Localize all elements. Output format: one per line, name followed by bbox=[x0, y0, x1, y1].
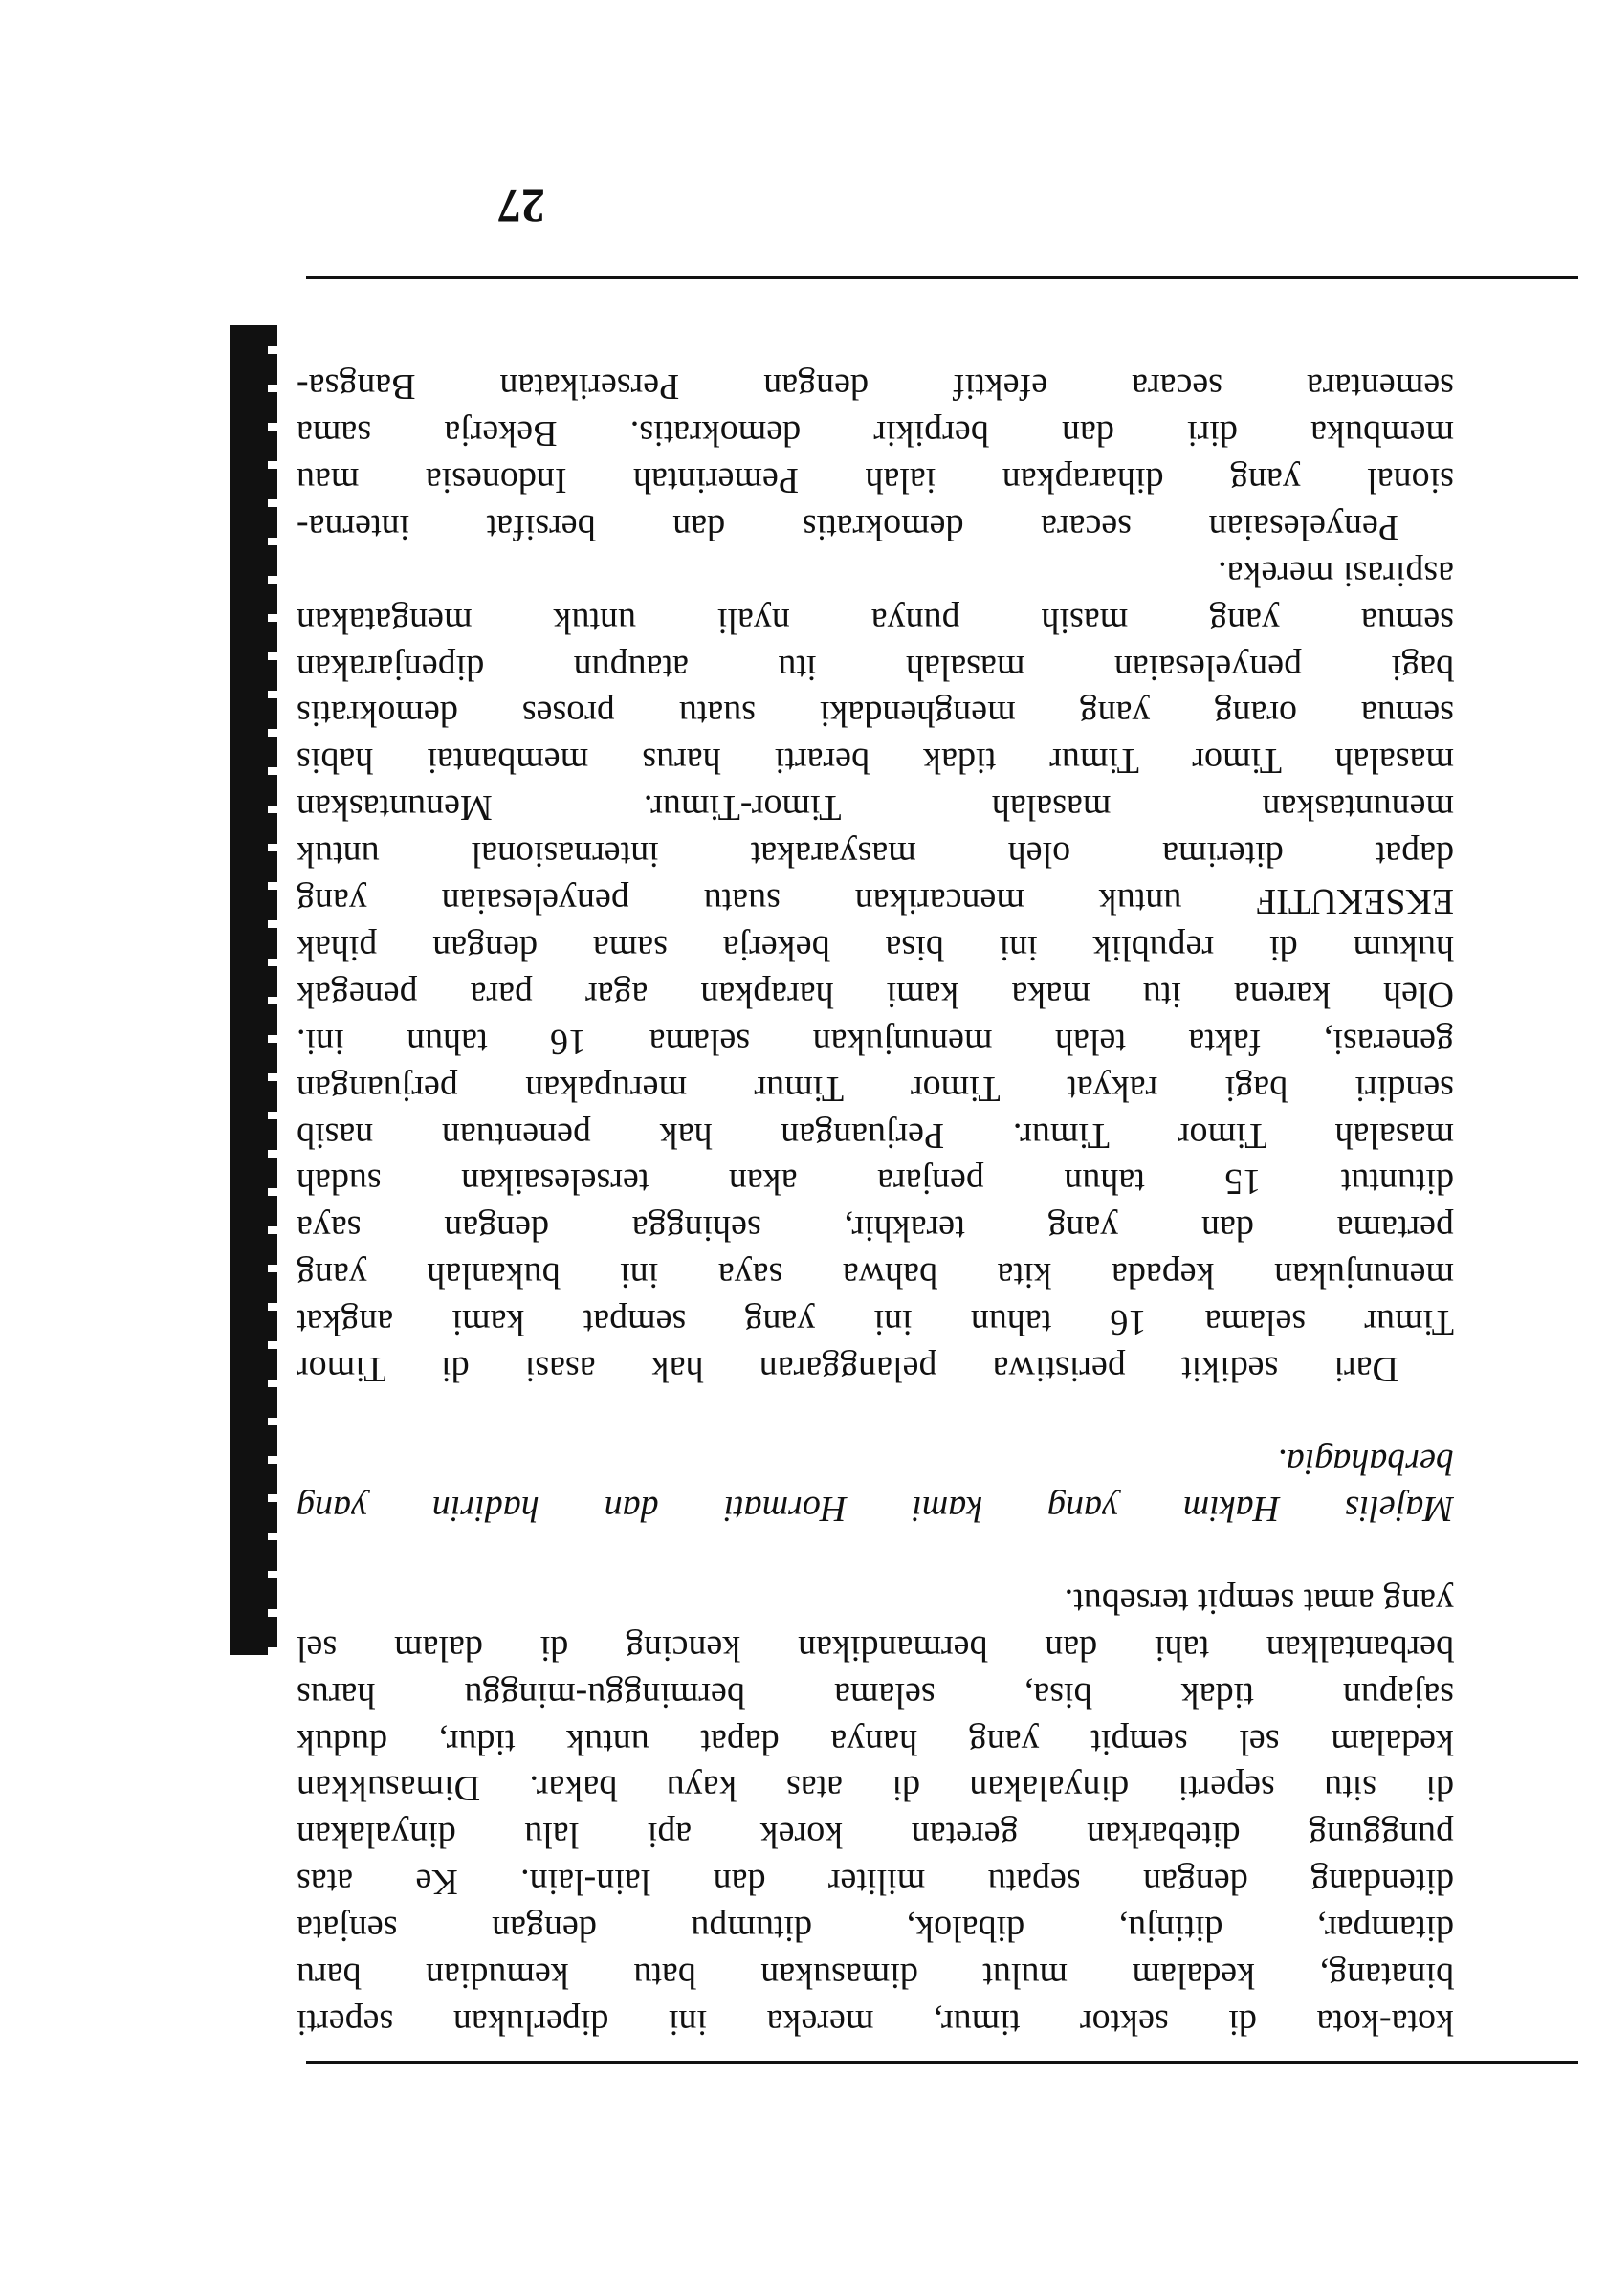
text-line: yang amat sempit tersebut. bbox=[1064, 1580, 1454, 1622]
paragraph-gap bbox=[297, 1532, 1454, 1578]
text-line: sendiri bagi rakyat Timor Timur merupakan perjuangan bbox=[297, 1068, 1454, 1109]
text-line: dituntut 15 tahun penjara akan terselesaikan sudah bbox=[297, 1161, 1454, 1203]
text-line: masalah Timor Timur. Perjuangan hak penentuan nasib bbox=[297, 1115, 1454, 1156]
paragraph-4 bbox=[297, 363, 1454, 550]
binding-strip bbox=[230, 325, 277, 1655]
text-line: Penyelesaian secara demokratis dan bersifat interna- bbox=[297, 506, 1398, 547]
text-line: kota-kota di sektor timur, mereka ini diperlukan seperti bbox=[297, 2002, 1454, 2042]
text-line: Dari sedikit peristiwa pelanggaran hak asasi di Timor bbox=[297, 1349, 1398, 1390]
text-line: kedalam sel sempit yang hanya dapat untuk tidur, duduk bbox=[297, 1721, 1454, 1762]
text-line: dapat diterima oleh masyarakat internasional untuk bbox=[297, 834, 1454, 875]
text-line: menunjukan kepada kita bahwa saya ini bukanlah yang bbox=[297, 1255, 1454, 1296]
text-line: aspirasi mereka. bbox=[1218, 553, 1454, 594]
paragraph-gap bbox=[297, 1392, 1454, 1438]
paragraph-1 bbox=[297, 1578, 1454, 2045]
bottom-rule bbox=[306, 276, 1578, 279]
text-line: punggung ditebarkan geretan korek api lalu dinyalakan bbox=[297, 1815, 1454, 1856]
text-line: Majelis Hakim yang kami Hormati dan hadirin yang bbox=[297, 1488, 1454, 1529]
text-line: EKSEKUTIF untuk mencarikan suatu penyelesaian yang bbox=[297, 881, 1454, 922]
text-line: menuntaskan masalah Timor-Timur. Menuntaskan bbox=[297, 787, 1454, 828]
text-line: Oleh karena itu maka kami harapkan agar para penegak bbox=[297, 974, 1454, 1015]
text-line: ditampar, ditinju, dibalok, ditumpu dengan senjata bbox=[297, 1909, 1454, 1950]
text-line: semua orang yang menghendaki suatu proses demokratis bbox=[297, 694, 1454, 735]
paragraph-3 bbox=[297, 550, 1454, 1392]
page-number-text: 27 bbox=[497, 180, 545, 233]
text-line: ditendang dengan sepatu militer dan lain-lain. Ke atas bbox=[297, 1862, 1454, 1903]
text-line: bagi penyelesaian masalah itu ataupun dipenjarakan bbox=[297, 647, 1454, 688]
text-line: di situ seperti dinyalakan di atas kayu bakar. Dimasukkan bbox=[297, 1768, 1454, 1809]
paragraph-2 bbox=[297, 1438, 1454, 1532]
body-text bbox=[297, 295, 1454, 2045]
text-line: binatang, kedalam mulut dimasukan batu kemudian baru bbox=[297, 1955, 1454, 1997]
text-line: membuka diri dan berpikir demokratis. Bekerja sama bbox=[297, 413, 1454, 453]
text-line: sementara secara efektif dengan Perserikatan Bangsa- bbox=[297, 366, 1454, 408]
text-line: berbantalkan tahi dan bermandikan kencing di dalam sel bbox=[297, 1627, 1454, 1668]
text-line: Timur selama 16 tahun ini yang sempat kami angkat bbox=[297, 1302, 1454, 1343]
text-line: berbahagia. bbox=[1277, 1442, 1454, 1483]
text-line: generasi, fakta telah menunjukan selama 16 tahun ini. bbox=[297, 1021, 1454, 1062]
text-line: semua yang masih punya nyali untuk mengatakan bbox=[297, 600, 1454, 641]
text-line: masalah Timor Timur tidak berarti harus membantai habis bbox=[297, 740, 1454, 782]
page-number bbox=[497, 179, 1607, 234]
text-line: pertama dan yang terakhir, sehingga dengan saya bbox=[297, 1208, 1454, 1249]
text-line: hukum di republik ini bisa bekerja sama dengan pihak bbox=[297, 927, 1454, 968]
text-line: sajapun tidak bisa, selama berminggu-minggu harus bbox=[297, 1674, 1454, 1715]
text-line: sional yang diharapkan ialah Pemerintah Indonesia mau bbox=[297, 459, 1454, 500]
top-rule bbox=[306, 2061, 1578, 2064]
